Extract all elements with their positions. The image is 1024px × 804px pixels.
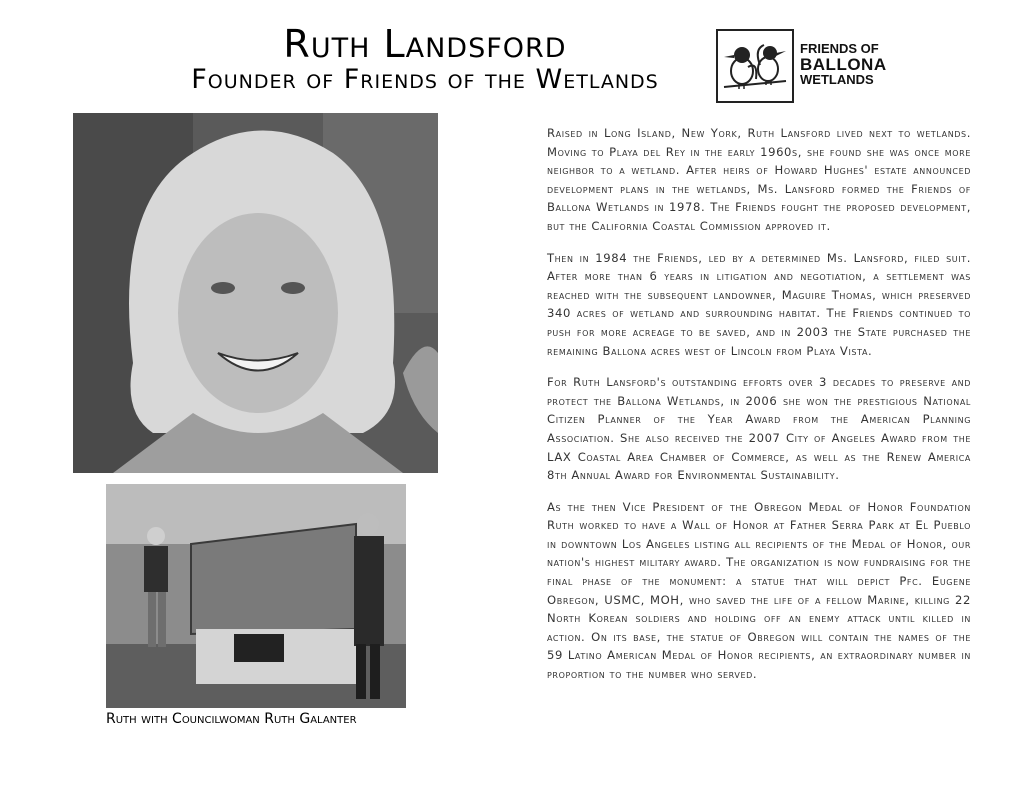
logo-line-2: BALLONA [800,54,887,74]
logo-wordmark [800,42,910,87]
logo-line-1: FRIENDS OF [800,41,879,56]
page-title: Ruth Landsford [283,22,567,66]
portrait-image [73,113,438,473]
portrait-photo [73,113,438,473]
paragraph-3: For Ruth Lansford's outstanding efforts over 3 decades to preserve and protect the Ballona Wetlands, in 2006 she won the prestigious National Citizen Planner of the Year Award from the American Planning Association. She also received the 2007 City of Angeles Award from the LAX Coastal Area Chamber of Commerce, as well as the Renew America 8th Annual Award for Environmental Sustainability. [547,375,971,483]
birds-icon [718,31,792,101]
page-subtitle: Founder of Friends of the Wetlands [191,64,659,95]
monument-image [106,484,406,708]
logo-line-3: WETLANDS [800,72,874,88]
monument-photo [106,484,406,708]
photo-caption: Ruth with Councilwoman Ruth Galanter [106,711,357,727]
biography-text [547,124,971,697]
paragraph-4: As the then Vice President of the Obregon Medal of Honor Foundation Ruth worked to have a Wall of Honor at Father Serra Park at El Pueblo in downtown Los Angeles listing all recipients of the Medal of Honor, our nation's highest military award. The organization is now fundraising for the final phase of the monument: a statue that will depict Pfc. Eugene Obregon, USMC, MOH, who saved the life of a fellow Marine, killing 22 North Korean soldiers and holding off an enemy attack until killed in action. On its base, the statue of Obregon will contain the names of the 59 Latino American Medal of Honor recipients, an extraordinary number in proportion to the number who served. [547,499,971,682]
logo-birds-icon [716,29,794,103]
paragraph-2: Then in 1984 the Friends, led by a determined Ms. Lansford, filed suit. After more than 6 years in litigation and negotiation, a settlement was reached with the subsequent landowner, Maguire Thomas, which preserved 340 acres of wetland and surrounding habitat. The Friends continued to push for more acreage to be saved, and in 2003 the State purchased the remaining Ballona acres west of Lincoln from Playa Vista. [547,250,971,358]
paragraph-1: Raised in Long Island, New York, Ruth Lansford lived next to wetlands. Moving to Playa del Rey in the early 1960s, she found she was once more neighbor to a wetland. After heirs of Howard Hughes' estate announced development plans in the wetlands, Ms. Lansford formed the Friends of Ballona Wetlands in 1978. The Friends fought the proposed development, but the California Coastal Commission approved it. [547,126,971,233]
